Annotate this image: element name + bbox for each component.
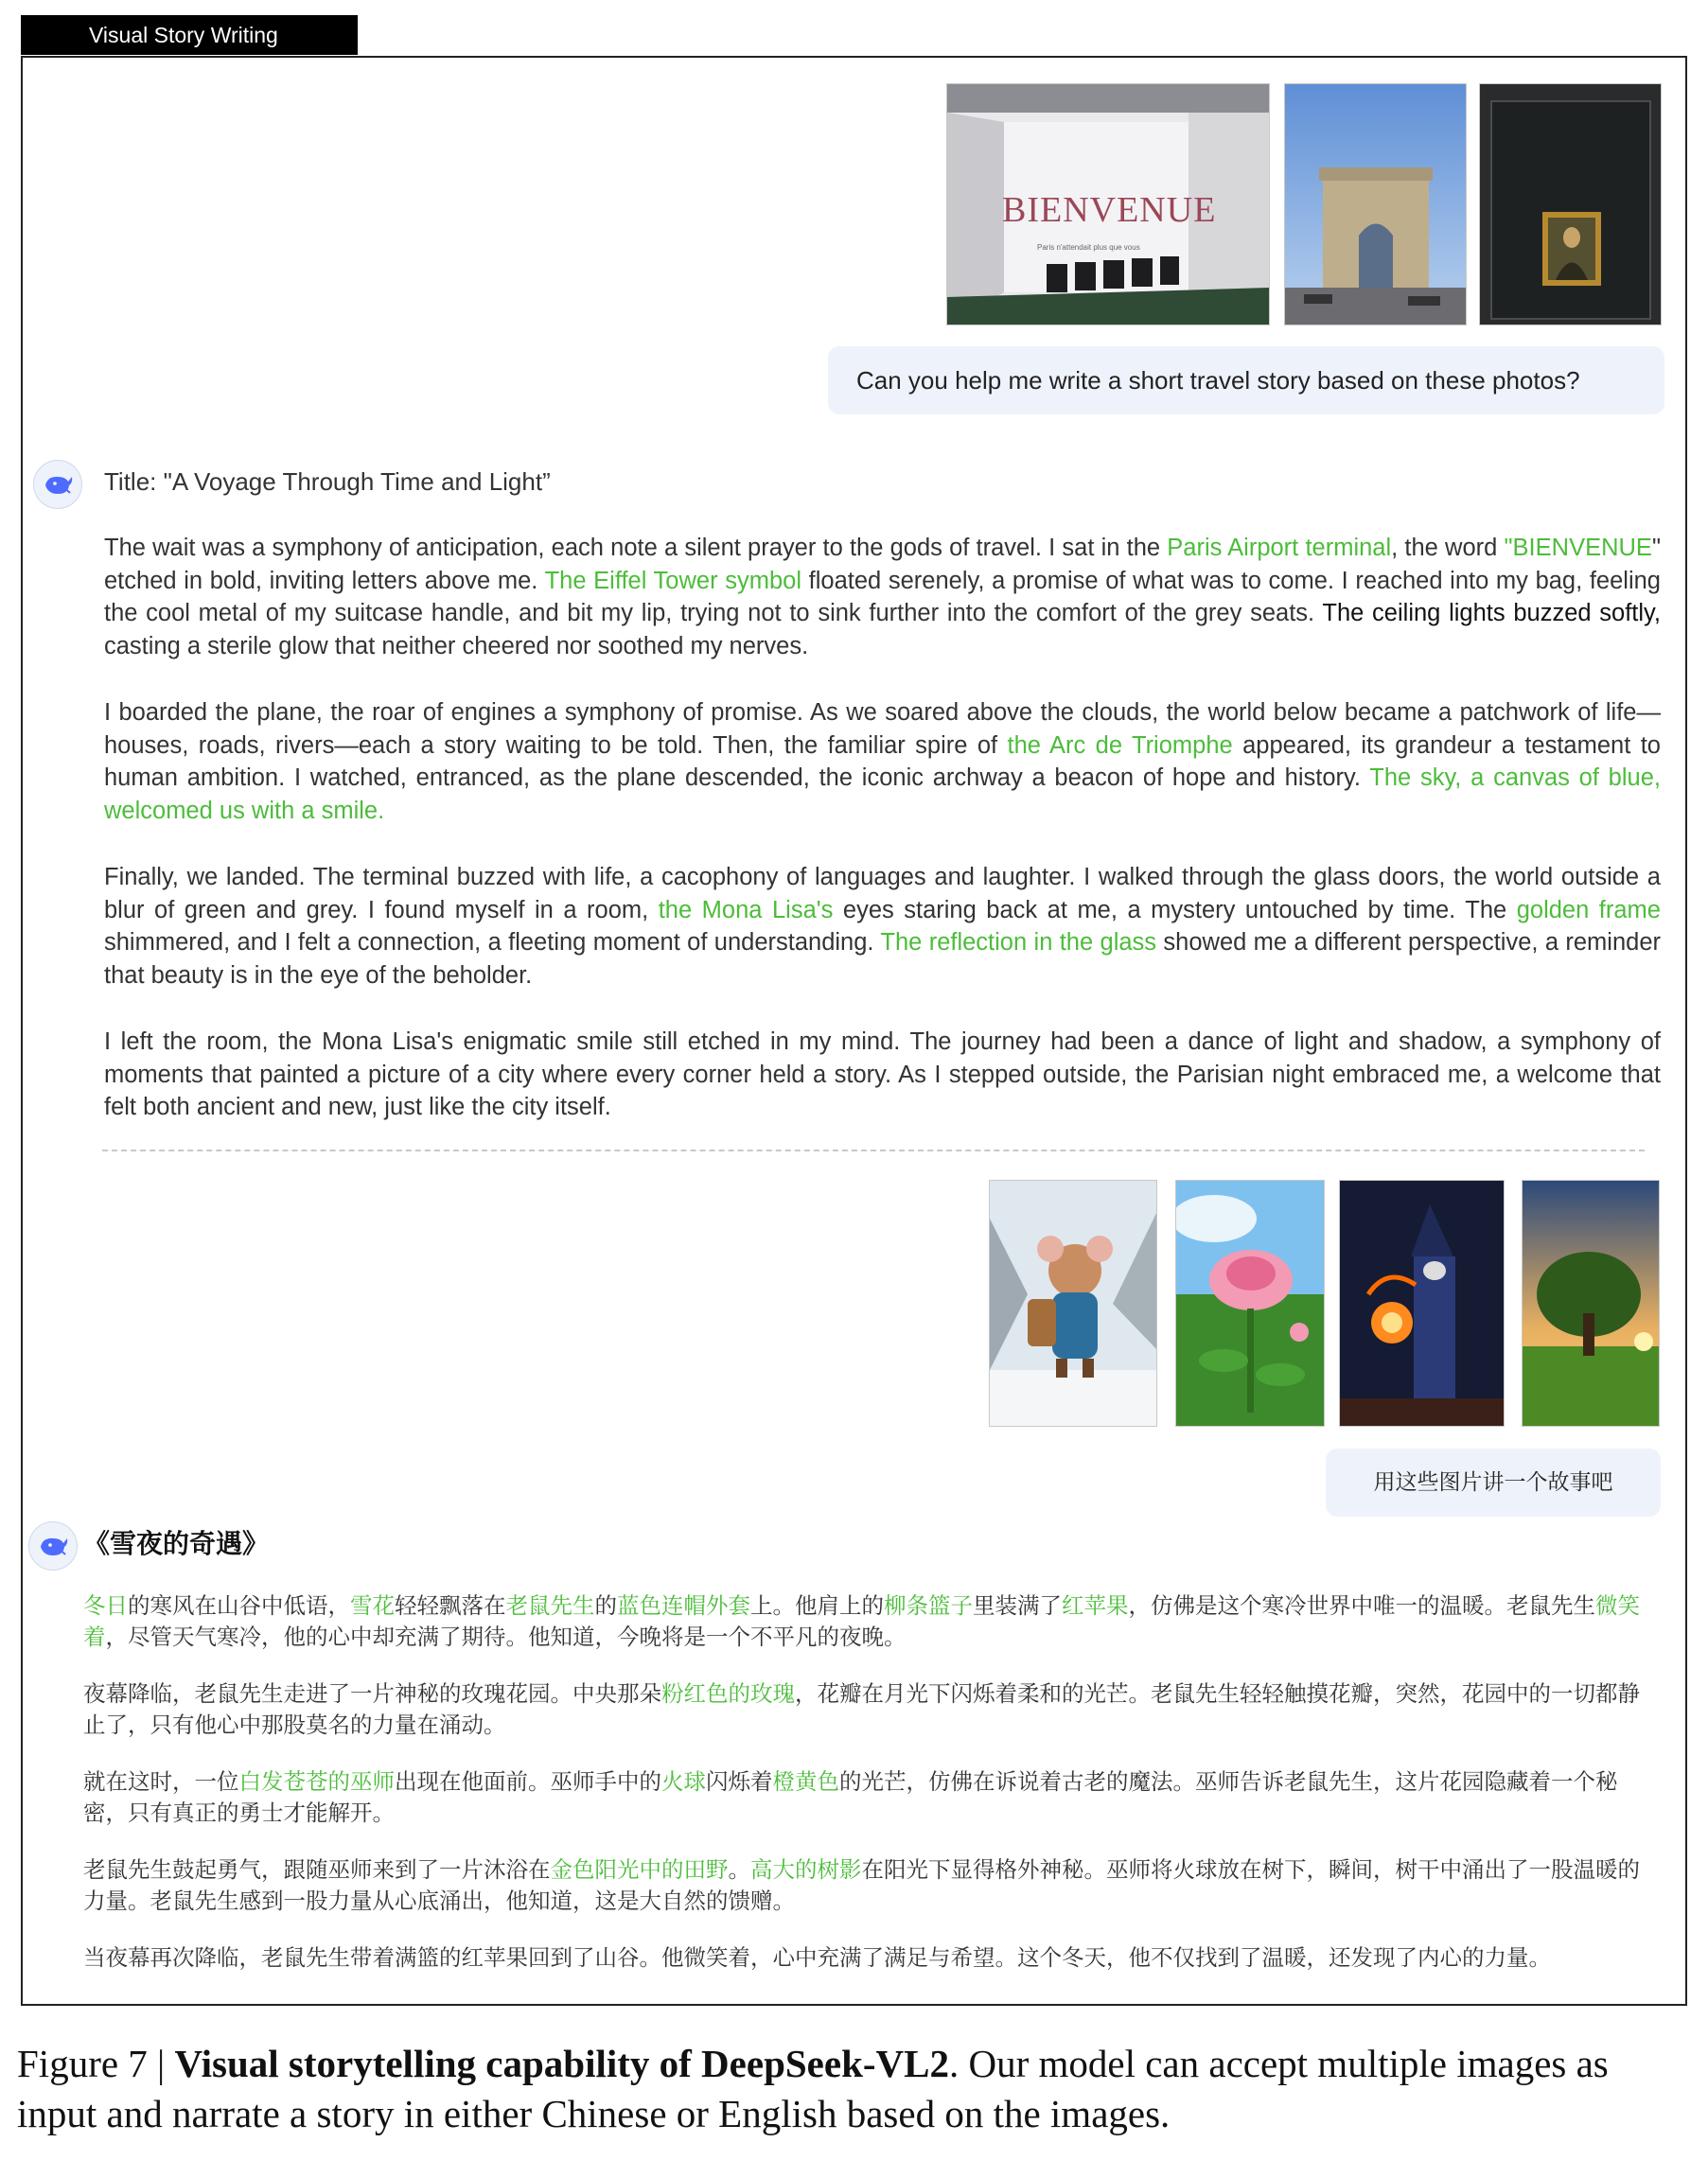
highlighted-phrase: 金色阳光中的田野	[550, 1856, 729, 1883]
highlighted-phrase: 老鼠先生	[505, 1592, 595, 1619]
text-run: eyes staring back at me, a mystery untouched by time. The	[833, 896, 1517, 923]
caption-bold: Visual storytelling capability of DeepSeek-VL2	[174, 2042, 949, 2085]
highlighted-phrase: Paris Airport terminal	[1167, 535, 1392, 561]
story-paragraph-3	[104, 861, 1661, 992]
text-run: appeared, its grandeur a testament to human ambition. I watched, entranced, as the plane descended, the iconic archway a beacon of hope and history.	[104, 731, 1661, 791]
highlighted-phrase: 红苹果	[1062, 1592, 1129, 1619]
text-run: I boarded the plane, the roar of engines a symphony of promise. As we soared above the clouds, the world below became a patchwork of life—houses, roads, rivers—each a story waiting to be told. Then, the familiar spire of	[104, 699, 1661, 759]
text-run: 出现在他面前。巫师手中的	[395, 1768, 661, 1795]
highlighted-phrase: 雪花	[350, 1592, 395, 1619]
photo-mouse-in-snow	[989, 1180, 1157, 1427]
section-divider	[102, 1150, 1645, 1151]
text-run: 老鼠先生鼓起勇气，跟随巫师来到了一片沐浴在	[83, 1856, 551, 1883]
photo-pink-rose	[1175, 1180, 1325, 1427]
user-prompt-text: Can you help me write a short travel story based on these photos?	[856, 366, 1580, 395]
story-paragraph-zh-2	[83, 1678, 1649, 1741]
photo-arc-de-triomphe	[1284, 83, 1467, 325]
section-tag: Visual Story Writing	[21, 15, 358, 55]
highlighted-phrase: 微笑着	[83, 1592, 1640, 1650]
story-title-zh: 《雪夜的奇遇》	[83, 1528, 270, 1559]
text-run: ，仿佛是这个寒冷世界中唯一的温暖。老鼠先生	[1128, 1592, 1595, 1619]
text-run: 上。他肩上的	[750, 1592, 884, 1619]
text-run: " etched in bold, inviting letters above me.	[104, 535, 1661, 594]
highlighted-phrase: the Arc de Triomphe	[1007, 731, 1233, 759]
mouse-in-snow-image	[990, 1181, 1157, 1427]
text-run: 闪烁着	[706, 1768, 773, 1795]
deepseek-whale-icon	[29, 1522, 77, 1570]
highlighted-phrase: The reflection in the glass	[880, 929, 1157, 956]
highlighted-phrase: 高大的树影	[750, 1856, 862, 1883]
text-run: Finally, we landed. The terminal buzzed with life, a cacophony of languages and laughter. I walked through the glass doors, the world outside a blur of green and grey. I found myself in a room,	[104, 864, 1661, 923]
highlighted-phrase: The sky, a canvas of blue, welcomed us with a smile.	[104, 764, 1661, 824]
user-prompt-text-zh: 用这些图片讲一个故事吧	[1373, 1470, 1613, 1495]
text-run: shimmered, and I felt a connection, a fleeting moment of understanding.	[104, 929, 881, 956]
photo-tree-golden-field	[1522, 1180, 1660, 1427]
deepseek-whale-icon	[34, 461, 81, 508]
text-run: I left the room, the Mona Lisa's enigmatic smile still etched in my mind. The journey had been a dance of light and shadow, a symphony of moments that painted a picture of a city where every corner held a story. As I stepped outside, the Parisian night embraced me, a welcome that felt both ancient and new, just like the city itself.	[104, 1028, 1661, 1120]
text-run: 就在这时，一位	[83, 1768, 239, 1795]
text-run: 夜幕降临，老鼠先生走进了一片神秘的玫瑰花园。中央那朵	[83, 1680, 661, 1707]
user-prompt-bubble-zh	[1326, 1449, 1661, 1517]
text-run: The wait was a symphony of anticipation, each note a silent prayer to the gods of travel. I sat in the	[104, 535, 1168, 561]
text-run: 在阳光下显得格外神秘。巫师将火球放在树下，瞬间，树干中涌出了一股温暖的力量。老鼠先生感到一股力量从心底涌出，他知道，这是大自然的馈赠。	[83, 1856, 1640, 1914]
pink-rose-image	[1176, 1181, 1325, 1427]
highlighted-phrase: golden frame	[1516, 896, 1661, 923]
story-title-en: Title: "A Voyage Through Time and Light”	[104, 467, 551, 496]
text-run: 轻轻飘落在	[395, 1592, 506, 1619]
story-paragraph-zh-1	[83, 1590, 1649, 1653]
figure-caption	[17, 2039, 1692, 2139]
assistant-avatar-zh	[28, 1521, 78, 1571]
text-run: 的	[594, 1592, 617, 1619]
airport-terminal-image	[947, 84, 1270, 325]
highlighted-phrase: 白发苍苍的巫师	[238, 1768, 395, 1795]
highlighted-phrase: the Mona Lisa's	[658, 896, 834, 923]
story-paragraph-2	[104, 696, 1661, 827]
text-run: ，花瓣在月光下闪烁着柔和的光芒。老鼠先生轻轻触摸花瓣，突然，花园中的一切都静止了，只有他心中那股莫名的力量在涌动。	[83, 1680, 1640, 1738]
photo-mona-lisa	[1479, 83, 1662, 325]
highlighted-phrase: 粉红色的玫瑰	[661, 1680, 795, 1707]
highlighted-phrase: 冬日	[83, 1592, 128, 1619]
highlighted-phrase: The Eiffel Tower symbol	[544, 567, 801, 594]
highlighted-phrase: 蓝色连帽外套	[617, 1592, 750, 1619]
text-run: 的寒风在山谷中低语，	[128, 1592, 350, 1619]
text-run: , the word	[1391, 535, 1505, 561]
emphasis-phrase: The ceiling lights buzzed softly,	[1322, 600, 1661, 626]
photo-airport-terminal	[946, 83, 1270, 325]
mona-lisa-image	[1480, 84, 1662, 325]
welcome-subtext: Paris n'attendait plus que vous	[1037, 243, 1140, 252]
text-run: ，尽管天气寒冷，他的心中却充满了期待。他知道，今晚将是一个不平凡的夜晚。	[105, 1624, 907, 1650]
wizard-fireball-image	[1340, 1181, 1505, 1427]
story-paragraph-1	[104, 532, 1661, 662]
text-run: 当夜幕再次降临，老鼠先生带着满篮的红苹果回到了山谷。他微笑着，心中充满了满足与希望。这个冬天，他不仅找到了温暖，还发现了内心的力量。	[83, 1944, 1551, 1971]
user-prompt-bubble-en	[828, 346, 1664, 414]
highlighted-phrase: 柳条篮子	[884, 1592, 973, 1619]
photo-wizard-fireball	[1339, 1180, 1505, 1427]
caption-label: Figure 7 |	[17, 2042, 175, 2085]
highlighted-phrase: 橙黄色	[772, 1768, 839, 1795]
text-run: showed me a different perspective, a reminder that beauty is in the eye of the beholder.	[104, 929, 1662, 989]
caption-text: . Our model can accept multiple images as input and narrate a story in either Chinese or English based on the images.	[17, 2042, 1609, 2135]
assistant-avatar	[33, 460, 82, 509]
arc-de-triomphe-image	[1285, 84, 1467, 325]
bienvenue-sign: BIENVENUE	[1002, 190, 1217, 230]
text-run: 的光芒，仿佛在诉说着古老的魔法。巫师告诉老鼠先生，这片花园隐藏着一个秘密，只有真正的勇士才能解开。	[83, 1768, 1618, 1826]
story-paragraph-zh-4	[83, 1854, 1649, 1917]
text-run: floated serenely, a promise of what was to come. I reached into my bag, feeling the cool metal of my suitcase handle, and bit my lip, trying not to sink further into the comfort of the grey seats.	[104, 567, 1661, 626]
story-paragraph-4	[104, 1026, 1661, 1124]
highlighted-phrase: 火球	[661, 1768, 706, 1795]
text-run: 。	[728, 1856, 750, 1883]
story-paragraph-zh-5	[83, 1942, 1649, 1974]
story-paragraph-zh-3	[83, 1766, 1649, 1829]
text-run: 里装满了	[973, 1592, 1062, 1619]
text-run: casting a sterile glow that neither cheered nor soothed my nerves.	[104, 632, 809, 659]
highlighted-phrase: "BIENVENUE	[1504, 535, 1652, 561]
tree-golden-field-image	[1523, 1181, 1660, 1427]
